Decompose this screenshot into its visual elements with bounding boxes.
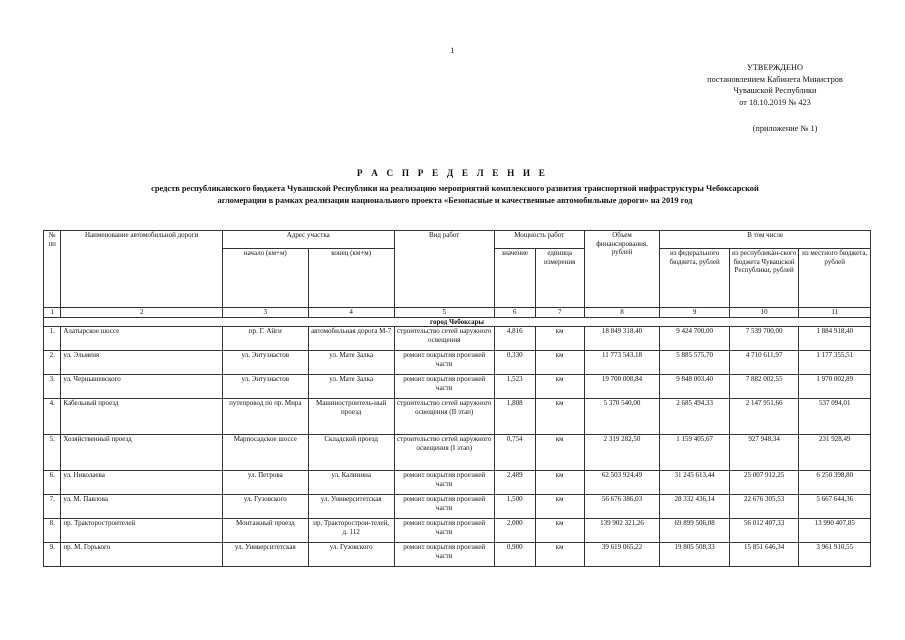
row-number: 9. — [44, 543, 61, 567]
address-start: путепровод по пр. Мира — [222, 399, 308, 435]
work-unit: км — [535, 519, 584, 543]
work-value: 1,500 — [494, 495, 535, 519]
column-number: 1 — [44, 308, 61, 318]
document-subtitle — [40, 183, 870, 207]
work-unit: км — [535, 327, 584, 351]
table-row — [44, 327, 871, 351]
funding-local: 5 667 644,36 — [799, 495, 871, 519]
funding-federal: 9 848 003,40 — [660, 375, 730, 399]
funding-total: 2 319 282,50 — [584, 435, 660, 471]
work-value: 2,489 — [494, 471, 535, 495]
table-row — [44, 375, 871, 399]
funding-federal: 1 159 405,67 — [660, 435, 730, 471]
work-type: ремонт покрытия проезжей части — [394, 519, 494, 543]
address-start: ул. Петрова — [222, 471, 308, 495]
table-row — [44, 471, 871, 495]
row-number: 4. — [44, 399, 61, 435]
header-address: Адрес участка — [222, 231, 394, 249]
work-value: 1,523 — [494, 375, 535, 399]
distribution-table — [43, 230, 871, 567]
road-name: пр. Тракторостроителей — [61, 519, 223, 543]
funding-republic: 4 710 611,97 — [729, 351, 799, 375]
funding-republic: 22 676 305,53 — [729, 495, 799, 519]
road-name: Алатырское шоссе — [61, 327, 223, 351]
funding-federal: 28 332 436,14 — [660, 495, 730, 519]
work-value: 0,754 — [494, 435, 535, 471]
funding-republic: 56 012 407,33 — [729, 519, 799, 543]
address-start: пр. Г. Айги — [222, 327, 308, 351]
table-row — [44, 351, 871, 375]
funding-federal: 2 685 494,33 — [660, 399, 730, 435]
work-type: ремонт покрытия проезжей части — [394, 375, 494, 399]
header-work: Вид работ — [394, 231, 494, 308]
address-end: ул. Университетская — [308, 495, 394, 519]
address-end: ул. Мате Залка — [308, 375, 394, 399]
work-unit: км — [535, 495, 584, 519]
address-end: Складской проезд — [308, 435, 394, 471]
funding-republic: 25 007 912,25 — [729, 471, 799, 495]
funding-republic: 15 851 646,34 — [729, 543, 799, 567]
work-type: строительство сетей наружного освещения — [394, 327, 494, 351]
row-number: 1. — [44, 327, 61, 351]
work-unit: км — [535, 543, 584, 567]
road-name: ул. Чернышевского — [61, 375, 223, 399]
work-value: 0,900 — [494, 543, 535, 567]
funding-federal: 19 805 508,33 — [660, 543, 730, 567]
address-start: Марпосадское шоссе — [222, 435, 308, 471]
address-end: ул. Мате Залка — [308, 351, 394, 375]
column-number: 4 — [308, 308, 394, 318]
address-end: ул. Гузовского — [308, 543, 394, 567]
header-num: № пп — [44, 231, 61, 308]
approval-line: УТВЕРЖДЕНО — [746, 63, 803, 72]
funding-federal: 5 885 575,70 — [660, 351, 730, 375]
road-name: ул. М. Павлова — [61, 495, 223, 519]
column-number: 7 — [535, 308, 584, 318]
work-value: 2,000 — [494, 519, 535, 543]
work-type: ремонт покрытия проезжей части — [394, 471, 494, 495]
annex-note: (приложение № 1) — [752, 124, 818, 133]
work-type: ремонт покрытия проезжей части — [394, 495, 494, 519]
table-row — [44, 543, 871, 567]
funding-total: 62 503 924,49 — [584, 471, 660, 495]
funding-total: 39 619 065,22 — [584, 543, 660, 567]
funding-republic: 2 147 951,66 — [729, 399, 799, 435]
address-start: ул. Энтузиастов — [222, 351, 308, 375]
funding-local: 537 094,01 — [799, 399, 871, 435]
approval-line: от 18.10.2019 № 423 — [739, 97, 811, 107]
approval-stamp — [660, 62, 890, 108]
header-including: В том числе — [660, 231, 871, 249]
address-start: ул. Университетская — [222, 543, 308, 567]
address-start: ул. Энтузиастов — [222, 375, 308, 399]
work-unit: км — [535, 375, 584, 399]
funding-local: 3 961 910,55 — [799, 543, 871, 567]
address-start: Монтажный проезд — [222, 519, 308, 543]
header-start: начало (км+м) — [222, 249, 308, 308]
work-value: 0,330 — [494, 351, 535, 375]
funding-republic: 7 882 002,55 — [729, 375, 799, 399]
row-number: 7. — [44, 495, 61, 519]
funding-total: 11 773 543,18 — [584, 351, 660, 375]
section-heading: город Чебоксары — [44, 317, 871, 327]
work-type: строительство сетей наружного освещения (II этап) — [394, 399, 494, 435]
work-unit: км — [535, 351, 584, 375]
page-number: 1 — [450, 46, 455, 55]
work-value: 1,808 — [494, 399, 535, 435]
funding-federal: 9 424 700,00 — [660, 327, 730, 351]
funding-federal: 69 899 506,08 — [660, 519, 730, 543]
address-end: пр. Тракторострои-телей, д. 112 — [308, 519, 394, 543]
funding-local: 231 928,49 — [799, 435, 871, 471]
column-number: 8 — [584, 308, 660, 318]
header-capacity: Мощность работ — [494, 231, 584, 249]
approval-line: постановлением Кабинета Министров — [707, 74, 843, 84]
subtitle-line: средств республиканского бюджета Чувашской Республики на реализацию мероприятий комплексного развития транспортной инфраструктуры Чебоксарской — [151, 184, 759, 193]
funding-local: 1 970 002,89 — [799, 375, 871, 399]
address-end: Машиностроитель-ный проезд — [308, 399, 394, 435]
funding-total: 139 902 321,26 — [584, 519, 660, 543]
column-number: 2 — [61, 308, 223, 318]
road-name: Хозяйственный проезд — [61, 435, 223, 471]
row-number: 8. — [44, 519, 61, 543]
address-end: ул. Калинина — [308, 471, 394, 495]
header-federal: из федерального бюджета, рублей — [660, 249, 730, 308]
column-number: 11 — [799, 308, 871, 318]
road-name: ул. Николаева — [61, 471, 223, 495]
funding-total: 19 700 008,84 — [584, 375, 660, 399]
work-type: строительство сетей наружного освещения (I этап) — [394, 435, 494, 471]
table-row — [44, 519, 871, 543]
header-value: значение — [494, 249, 535, 308]
funding-federal: 31 245 613,44 — [660, 471, 730, 495]
header-end: конец (км+м) — [308, 249, 394, 308]
column-number: 9 — [660, 308, 730, 318]
funding-local: 13 990 407,85 — [799, 519, 871, 543]
road-name: Кабельный проезд — [61, 399, 223, 435]
row-number: 6. — [44, 471, 61, 495]
row-number: 3. — [44, 375, 61, 399]
work-type: ремонт покрытия проезжей части — [394, 351, 494, 375]
header-unit: единица измерения — [535, 249, 584, 308]
table-row — [44, 495, 871, 519]
funding-local: 6 250 398,80 — [799, 471, 871, 495]
approval-line: Чувашской Республики — [733, 86, 817, 96]
work-value: 4,816 — [494, 327, 535, 351]
road-name: ул. Эльменя — [61, 351, 223, 375]
header-name: Наименование автомобильной дороги — [61, 231, 223, 308]
work-unit: км — [535, 435, 584, 471]
address-start: ул. Гузовского — [222, 495, 308, 519]
funding-local: 1 177 355,51 — [799, 351, 871, 375]
column-number: 3 — [222, 308, 308, 318]
funding-local: 1 884 918,40 — [799, 327, 871, 351]
funding-total: 5 370 540,00 — [584, 399, 660, 435]
funding-republic: 927 948,34 — [729, 435, 799, 471]
work-unit: км — [535, 399, 584, 435]
funding-total: 56 676 386,03 — [584, 495, 660, 519]
column-number: 6 — [494, 308, 535, 318]
table-row — [44, 399, 871, 435]
header-local: из местного бюджета, рублей — [799, 249, 871, 308]
document-title: Р А С П Р Е Д Е Л Е Н И Е — [356, 168, 549, 178]
road-name: пр. М. Горького — [61, 543, 223, 567]
work-type: ремонт покрытия проезжей части — [394, 543, 494, 567]
table-row — [44, 435, 871, 471]
header-republic: из республикан-ского бюджета Чувашской Республики, рублей — [729, 249, 799, 308]
row-number: 2. — [44, 351, 61, 375]
column-number: 5 — [394, 308, 494, 318]
funding-total: 18 849 318,40 — [584, 327, 660, 351]
row-number: 5. — [44, 435, 61, 471]
address-end: автомобильная дорога М-7 — [308, 327, 394, 351]
funding-republic: 7 539 700,00 — [729, 327, 799, 351]
header-volume: Объем финансирования, рублей — [584, 231, 660, 308]
subtitle-line: агломерации в рамках реализации национального проекта «Безопасные и качественные автомобильные дороги» на 2019 год — [217, 196, 693, 205]
work-unit: км — [535, 471, 584, 495]
column-number: 10 — [729, 308, 799, 318]
